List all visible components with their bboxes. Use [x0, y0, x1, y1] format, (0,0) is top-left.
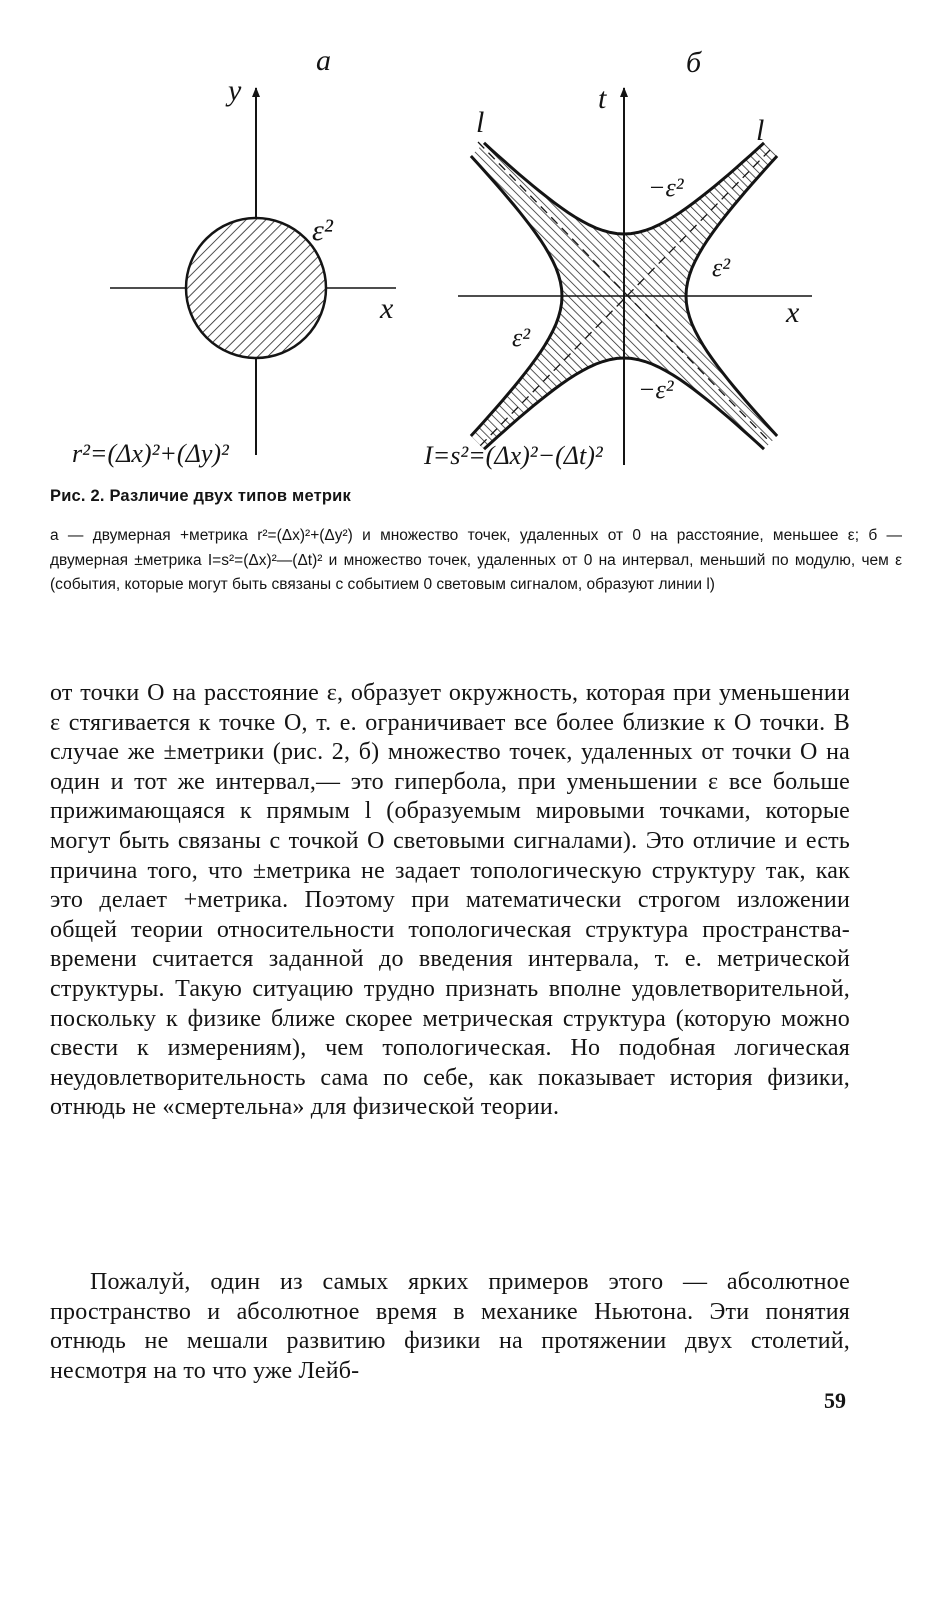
light-line-left-label: l: [476, 106, 485, 139]
panel-b: [423, 46, 812, 470]
panel-a-letter: a: [316, 44, 331, 77]
epsilon-disk: [186, 218, 326, 358]
left-hyperbola-label: ε²: [512, 323, 531, 352]
paragraph-2: Пожалуй, один из самых ярких примеров этого — абсолютное пространство и абсолютное время в механике Ньютона. Эти понятия отнюдь не мешали развитию физики на протяжении двух столетий, несмотря на то что уже Лейб-: [50, 1269, 850, 1384]
right-hyperbola-label: ε²: [712, 253, 731, 282]
light-line-right-label: l: [756, 114, 765, 147]
euclidean-metric-formula: r²=(Δx)²+(Δy)²: [72, 439, 229, 468]
x-axis-label: x: [380, 292, 394, 325]
figure-2: [0, 0, 942, 480]
panel-b-letter: б: [686, 46, 702, 79]
panel-a: [72, 44, 396, 468]
minkowski-metric-formula: I=s²=(Δx)²−(Δt)²: [424, 441, 603, 470]
y-axis-label: y: [228, 74, 242, 107]
figure-caption-title: Рис. 2. Различие двух типов метрик: [50, 487, 351, 505]
paragraph-1: от точки O на расстояние ε, образует окружность, которая при уменьшении ε стягивается к точке O, т. е. ограничивает все более близкие к O точки. В случае же ±метрики (рис. 2, б) множество точек, удаленных от точки O на один и тот же интервал,— это гипербола, при уменьшении ε все больше прижимающаяся к прямым l (образуемым мировыми точками, которые могут быть связаны с точкой O световыми сигналами). Это отличие и есть причина того, что ±метрика не задает топологическую структуру так, как это делает +метрика. Поэтому при математически строгом изложении общей теории относительности топологическая структура пространства-времени считается заданной до введения интервала, т. е. метрической структуры. Такую ситуацию трудно признать вполне удовлетворительной, поскольку к физике ближе скорее метрическая структура (которую можно свести к измерениям), чем топологическая. Но подобная логическая неудовлетворительность сама по себе, как показывает история физики, отнюдь не «смертельна» для физической теории.: [50, 680, 850, 1121]
upper-hyperbola-label: −ε²: [648, 173, 684, 202]
lower-hyperbola-label: −ε²: [638, 375, 674, 404]
t-axis-label: t: [598, 82, 607, 115]
disk-radius-label: ε²: [312, 214, 333, 247]
x-axis-b-label: x: [786, 296, 800, 329]
figure-caption-body: а — двумерная +метрика r²=(Δx)²+(Δy²) и множество точек, удаленных от 0 на расстояние, меньшее ε; б — двумерная ±метрика I=s²=(Δx)²—(Δt)² и множество точек, удаленных от 0 на интервал, меньший по модулю, чем ε (события, которые могут быть связаны с событием 0 световым сигналом, образуют линии l): [50, 527, 902, 593]
page-number: 59: [824, 1388, 846, 1413]
